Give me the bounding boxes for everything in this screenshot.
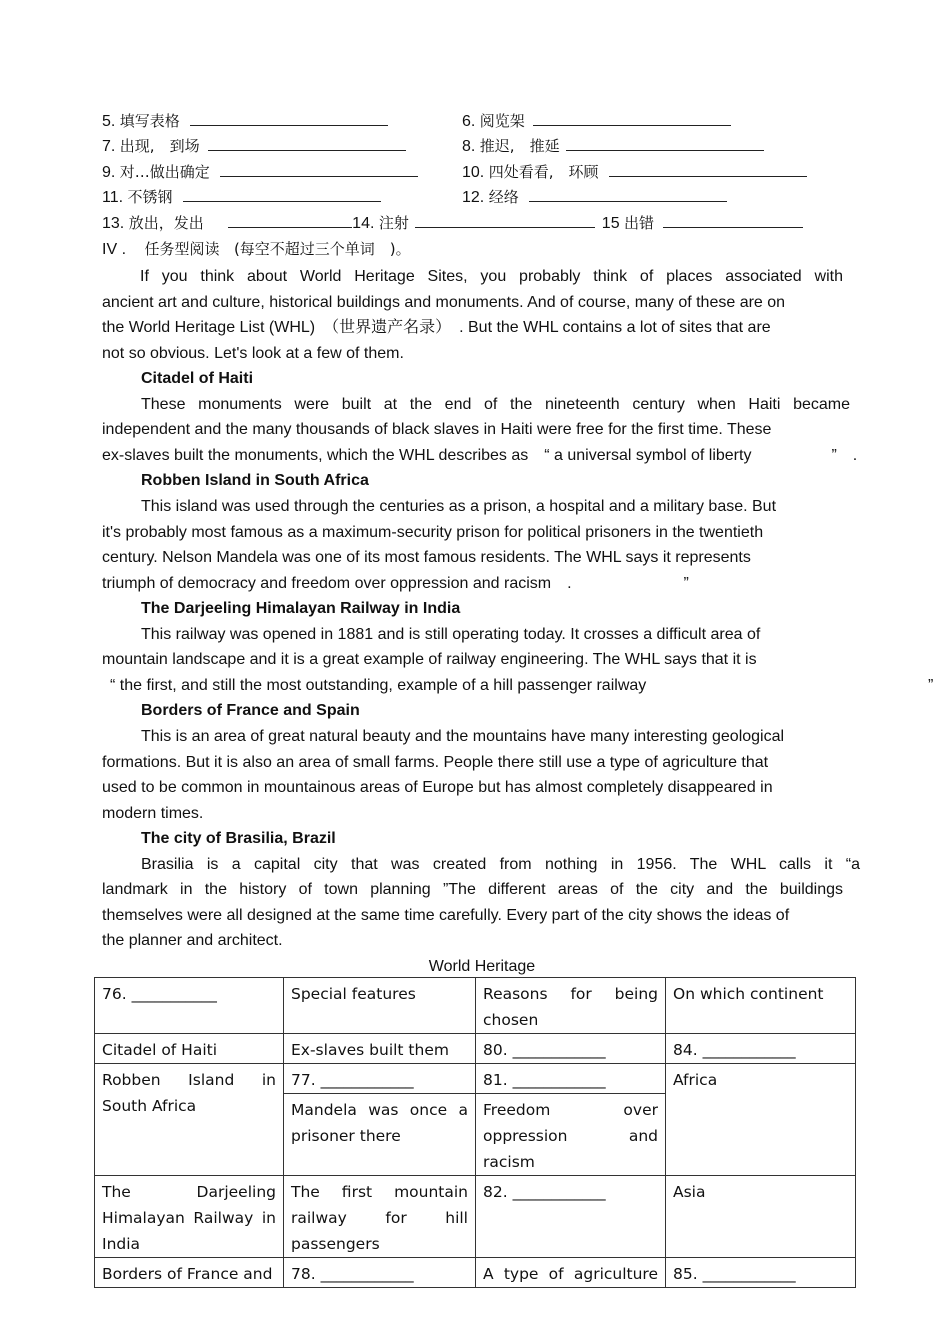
section-title: 任务型阅读 — [144, 240, 220, 258]
item-number: 14. — [352, 215, 375, 232]
brasilia-line-4: the planner and architect. — [102, 932, 283, 949]
cell-blank-84[interactable]: 84. ____________ — [666, 1034, 856, 1064]
answer-blank[interactable] — [183, 187, 381, 202]
world-heritage-table — [94, 977, 856, 1288]
answer-blank[interactable] — [208, 136, 406, 151]
cell-blank-82[interactable]: 82. ____________ — [476, 1176, 666, 1258]
section-number: IV . — [102, 241, 127, 258]
table-row-haiti — [95, 1034, 856, 1064]
brasilia-line-3: themselves were all designed at the same time carefully. Every part of the city shows the ideas of — [102, 907, 790, 924]
item-prompt: 对…做出确定 — [119, 163, 210, 181]
header-cell-site[interactable]: 76. ___________ — [95, 978, 284, 1034]
robben-line-3: century. Nelson Mandela was one of its most famous residents. The WHL says it represents — [102, 549, 751, 566]
item-number: 15 — [601, 215, 620, 232]
item-number: 6. — [462, 113, 476, 130]
heading-brasilia: The city of Brasilia, Brazil — [141, 830, 336, 847]
item-number: 5. — [102, 113, 116, 130]
brasilia-line-2: landmark in the history of town planning ”The different areas of the city and the buildings — [102, 881, 843, 898]
cell-site: Citadel of Haiti — [95, 1034, 284, 1064]
vocab-item-8 — [462, 136, 764, 157]
answer-blank[interactable] — [663, 213, 803, 228]
vocab-item-9 — [102, 162, 418, 183]
answer-blank[interactable] — [228, 213, 352, 228]
cell-blank-81[interactable]: 81. ____________ — [476, 1064, 666, 1094]
vocab-item-7 — [102, 136, 406, 157]
header-cell-continent: On which continent — [666, 978, 856, 1034]
table-header-row — [95, 978, 856, 1034]
answer-blank[interactable] — [609, 162, 807, 177]
france-line-1: This is an area of great natural beauty and the mountains have many interesting geological — [141, 728, 785, 745]
vocab-item-6 — [462, 111, 731, 132]
robben-line-4: triumph of democracy and freedom over oppression and racism . ” — [102, 575, 689, 592]
table-row-france-spain — [95, 1258, 856, 1288]
cell-site: The Darjeeling Himalayan Railway in India — [95, 1176, 284, 1258]
robben-line-2: it's probably most famous as a maximum-security prison for political prisoners in the twentieth — [102, 524, 764, 541]
intro-line-3: the World Heritage List (WHL) （世界遗产名录） . But the WHL contains a lot of sites that are — [102, 319, 771, 336]
item-number: 11. — [102, 189, 124, 206]
item-number: 10. — [462, 164, 485, 181]
header-cell-reasons: Reasons for being chosen — [476, 978, 666, 1034]
cell-site: Robben Island in South Africa — [95, 1064, 284, 1176]
section-heading — [102, 239, 411, 260]
answer-blank[interactable] — [220, 162, 418, 177]
cell-blank-85[interactable]: 85. ____________ — [666, 1258, 856, 1288]
vocab-item-10 — [462, 162, 807, 183]
section-instruction: (每空不超过三个单词 )。 — [233, 240, 411, 258]
france-line-2: formations. But it is also an area of small farms. People there still use a type of agriculture that — [102, 754, 769, 771]
item-number: 13. — [102, 215, 125, 232]
brasilia-line-1: Brasilia is a capital city that was created from nothing in 1956. The WHL calls it “a — [141, 856, 860, 873]
item-prompt: 不锈钢 — [127, 188, 173, 206]
heading-robben-island: Robben Island in South Africa — [141, 472, 369, 489]
robben-line-1: This island was used through the centuries as a prison, a hospital and a military base. But — [141, 498, 777, 515]
vocab-item-12 — [462, 187, 727, 208]
answer-blank[interactable] — [566, 136, 764, 151]
item-prompt: 注射 — [378, 214, 409, 232]
item-number: 8. — [462, 138, 476, 155]
closing-quote: ” — [928, 677, 934, 694]
item-prompt: 出错 — [624, 214, 655, 232]
cell-features: Mandela was once a prisoner there — [284, 1094, 476, 1176]
table-row-robben-a — [95, 1064, 856, 1094]
vocab-item-11 — [102, 187, 381, 208]
france-line-4: modern times. — [102, 805, 204, 822]
haiti-line-1: These monuments were built at the end of the nineteenth century when Haiti became — [141, 396, 850, 413]
heading-citadel-of-haiti: Citadel of Haiti — [141, 370, 254, 387]
cell-reasons: Freedom over oppression and racism — [476, 1094, 666, 1176]
intro-line-4: not so obvious. Let's look at a few of them. — [102, 345, 404, 362]
cell-blank-77[interactable]: 77. ____________ — [284, 1064, 476, 1094]
item-number: 7. — [102, 138, 116, 155]
heading-france-spain-borders: Borders of France and Spain — [141, 702, 360, 719]
haiti-line-2: independent and the many thousands of black slaves in Haiti were free for the first time. These — [102, 421, 772, 438]
item-prompt: 经络 — [488, 188, 519, 206]
cell-blank-78[interactable]: 78. ____________ — [284, 1258, 476, 1288]
cell-features: Ex-slaves built them — [284, 1034, 476, 1064]
heading-darjeeling-railway: The Darjeeling Himalayan Railway in India — [141, 600, 461, 617]
answer-blank[interactable] — [529, 187, 727, 202]
france-line-3: used to be common in mountainous areas of Europe but has almost completely disappeared in — [102, 779, 773, 796]
haiti-line-3: ex-slaves built the monuments, which the WHL describes as “ a universal symbol of liberty ” . — [102, 447, 858, 464]
cell-blank-80[interactable]: 80. ____________ — [476, 1034, 666, 1064]
header-cell-features: Special features — [284, 978, 476, 1034]
vocab-item-5 — [102, 111, 388, 132]
answer-blank[interactable] — [190, 111, 388, 126]
cell-site: Borders of France and — [95, 1258, 284, 1288]
item-prompt: 推迟, 推延 — [479, 137, 560, 155]
darjeeling-line-1: This railway was opened in 1881 and is still operating today. It crosses a difficult area of — [141, 626, 761, 643]
cell-continent: Asia — [666, 1176, 856, 1258]
darjeeling-line-3: “ the first, and still the most outstanding, example of a hill passenger railway — [110, 677, 647, 694]
answer-blank[interactable] — [415, 213, 595, 228]
intro-line-2: ancient art and culture, historical buildings and monuments. And of course, many of these are on — [102, 294, 786, 311]
intro-line-1: If you think about World Heritage Sites, you probably think of places associated with — [140, 268, 843, 285]
cell-features: The first mountain railway for hill passengers — [284, 1176, 476, 1258]
table-caption: World Heritage — [428, 958, 536, 975]
item-prompt: 阅览架 — [479, 112, 525, 130]
item-number: 9. — [102, 164, 116, 181]
item-prompt: 四处看看, 环顾 — [488, 163, 599, 181]
answer-blank[interactable] — [533, 111, 731, 126]
table-row-darjeeling — [95, 1176, 856, 1258]
item-number: 12. — [462, 189, 485, 206]
item-prompt: 出现, 到场 — [119, 137, 200, 155]
darjeeling-line-2: mountain landscape and it is a great example of railway engineering. The WHL says that it is — [102, 651, 757, 668]
item-prompt: 填写表格 — [119, 112, 180, 130]
cell-reasons: A type of agriculture — [476, 1258, 666, 1288]
item-prompt: 放出，发出 — [128, 214, 204, 232]
cell-continent: Africa — [666, 1064, 856, 1176]
vocab-item-13 — [102, 213, 803, 234]
